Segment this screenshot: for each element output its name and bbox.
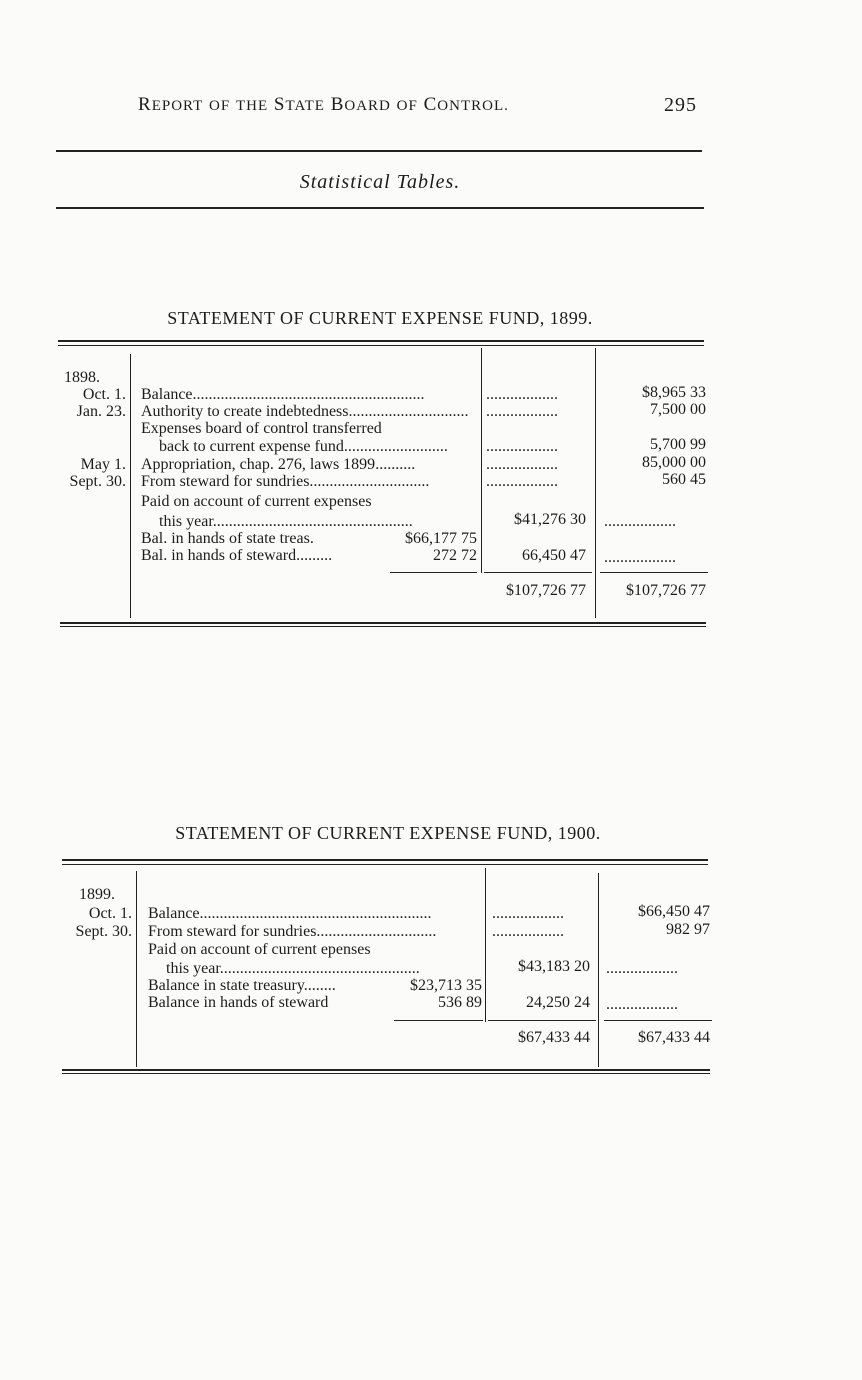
table1-title: STATEMENT OF CURRENT EXPENSE FUND, 1899. (167, 308, 593, 328)
section-subtitle: Statistical Tables. (299, 171, 461, 193)
table2-item-paid: Paid on account of current epenses (148, 941, 371, 958)
table1-col2-value: 66,450 47 (522, 547, 586, 564)
running-header: REPORT OF THE STATE BOARD OF CONTROL. (138, 94, 509, 115)
table1-col2-value: $41,276 30 (514, 511, 586, 528)
table2-bal-steward-amount: 536 89 (438, 994, 482, 1011)
table2-bal-state-amount: $23,713 35 (410, 977, 482, 994)
subtitle-rule (56, 207, 704, 209)
table1-date: Oct. 1. (82, 386, 126, 403)
table1-col3-value: 85,000 00 (642, 454, 706, 471)
table1-year: 1898. (64, 369, 100, 386)
table1-item-authority: Authority to create indebtedness.............................. (141, 403, 469, 420)
table2-col2-value: $43,183 20 (518, 958, 590, 975)
table2-title: STATEMENT OF CURRENT EXPENSE FUND, 1900. (175, 823, 601, 843)
page-number: 295 (664, 94, 697, 116)
table1-item-balance: Balance.......................................................... (141, 386, 425, 403)
table1-bal-steward-amount: 272 72 (433, 547, 477, 564)
header-rule (56, 150, 702, 152)
table2-item-bal-state: Balance in state treasury........ (148, 977, 336, 994)
table1-item-bal-state: Bal. in hands of state treas. (141, 530, 314, 547)
table1-date: Sept. 30. (69, 473, 126, 490)
table2-date: Sept. 30. (75, 923, 132, 940)
table1-date: May 1. (80, 456, 126, 473)
table2-year: 1899. (79, 886, 115, 903)
table2-col2-total: $67,433 44 (518, 1029, 590, 1046)
table1-col2-total: $107,726 77 (506, 582, 586, 599)
table1-item-expenses: Expenses board of control transferred (141, 420, 382, 437)
table1-date: Jan. 23. (76, 403, 126, 420)
table1-item-paid: Paid on account of current expenses (141, 493, 372, 510)
table1-item-steward: From steward for sundries.............................. (141, 473, 430, 490)
table1-col3-total: $107,726 77 (626, 582, 706, 599)
table2-item-steward: From steward for sundries.............................. (148, 923, 437, 940)
table2-item-bal-steward: Balance in hands of steward (148, 994, 329, 1011)
table2-col3-total: $67,433 44 (638, 1029, 710, 1046)
table2-col2-value: 24,250 24 (526, 994, 590, 1011)
table1-col3-value: 5,700 99 (650, 436, 706, 453)
table1-bal-state-amount: $66,177 75 (405, 530, 477, 547)
table1-col3-value: $8,965 33 (642, 384, 706, 401)
table1-col3-value: 7,500 00 (650, 401, 706, 418)
table2-col3-value: 982 97 (666, 921, 710, 938)
table2-item-balance: Balance.......................................................... (148, 905, 432, 922)
table2-col3-value: $66,450 47 (638, 903, 710, 920)
table1-col3-value: 560 45 (662, 471, 706, 488)
table2-date: Oct. 1. (88, 905, 132, 922)
table1-item-appropriation: Appropriation, chap. 276, laws 1899.......... (141, 456, 416, 473)
table1-item-bal-steward: Bal. in hands of steward......... (141, 547, 333, 564)
